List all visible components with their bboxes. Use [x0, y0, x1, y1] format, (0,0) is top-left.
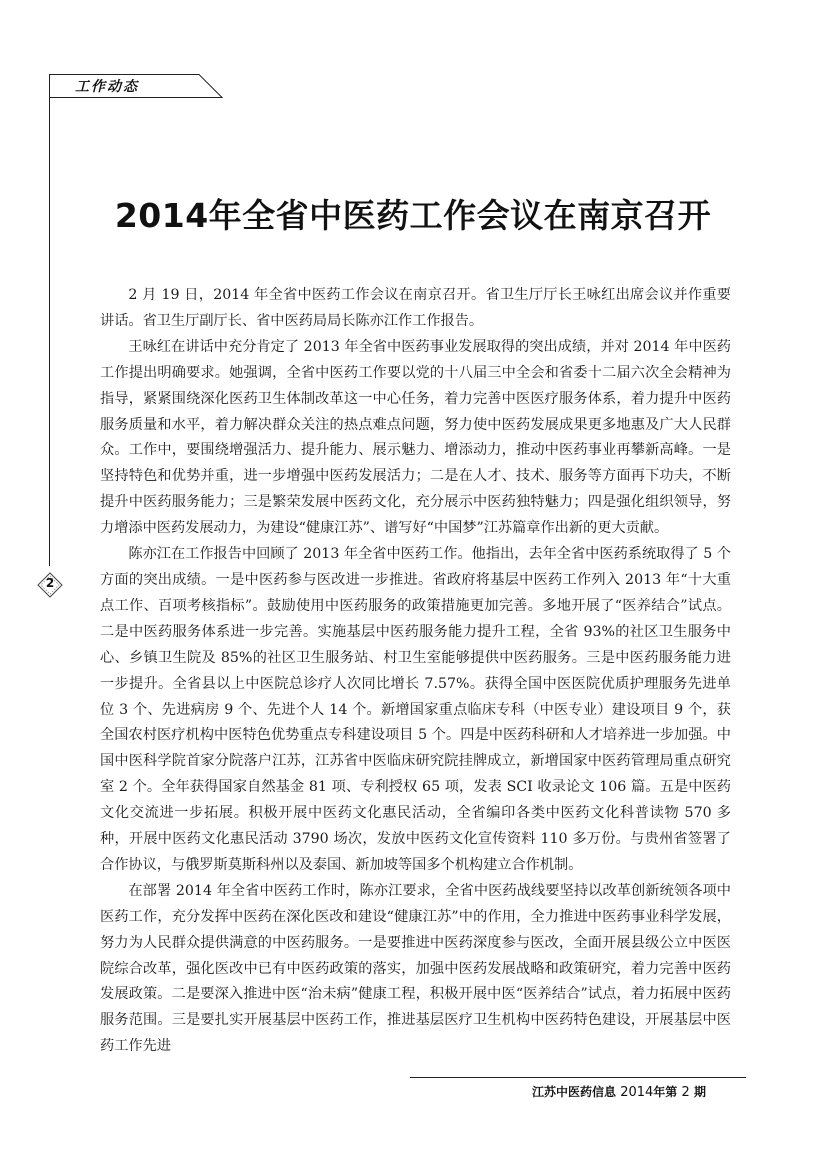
- article-body: [100, 283, 731, 1060]
- article-paragraph: 在部署 2014 年全省中医药工作时，陈亦江要求，全省中医药战线要坚持以改革创新统领各项中医药工作，充分发挥中医药在深化医改和建设“健康江苏”中的作用，全力推进中医药事业科学发展，努力为人民群众提供满意的中医药服务。一是要推进中医药深度参与医改，全面开展县级公立中医医院综合改革，强化医改中已有中医药政策的落实，加强中医药发展战略和政策研究，着力完善中医药发展政策。二是要深入推进中医“治未病”健康工程，积极开展中医“医养结合”试点，着力拓展中医药服务范围。三是要扎实开展基层中医药工作，推进基层医疗卫生机构中医药特色建设，开展基层中医药工作先进: [100, 882, 731, 1055]
- left-margin-rule: [49, 98, 50, 566]
- article-paragraph: 王咏红在讲话中充分肯定了 2013 年全省中医药事业发展取得的突出成绩，并对 2014 年中医药工作提出明确要求。她强调，全省中医药工作要以党的十八届三中全会和省委十二届六次全会精神为指导，紧紧围绕深化医药卫生体制改革这一中心任务，着力完善中医医疗服务体系，着力提升中医药服务质量和水平，着力解决群众关注的热点难点问题，努力使中医药发展成果更多地惠及广大人民群众。工作中，要围绕增强活力、提升能力、展示魅力、增添动力，推动中医药事业再攀新高峰。一是坚持特色和优势并重，进一步增强中医药发展活力；二是在人才、技术、服务等方面再下功夫，不断提升中医药服务能力；三是繁荣发展中医药文化，充分展示中医药独特魅力；四是强化组织领导，努力增添中医药发展动力，为建设“健康江苏”、谱写好“中国梦”江苏篇章作出新的更大贡献。: [100, 338, 731, 537]
- footer-year-suffix: 年第: [653, 1085, 678, 1099]
- article-paragraph: 陈亦江在工作报告中回顾了 2013 年全省中医药工作。他指出，去年全省中医药系统取得了 5 个方面的突出成绩。一是中医药参与医改进一步推进。省政府将基层中医药工作列入 2013 年“十大重点工作、百项考核指标”。鼓励使用中医药服务的政策措施更加完善。多地开展了“医养结合”试点。二是中医药服务体系进一步完善。实施基层中医药服务能力提升工程，全省 93%的社区卫生服务中心、乡镇卫生院及 85%的社区卫生服务站、村卫生室能够提供中医药服务。三是中医药服务能力进一步提升。全省县以上中医院总诊疗人次同比增长 7.57%。获得全国中医医院优质护理服务先进单位 3 个、先进病房 9 个、先进个人 14 个。新增国家重点临床专科（中医专业）建设项目 9 个，获全国农村医疗机构中医特色优势重点专科建设项目 5 个。四是中医药科研和人才培养进一步加强。中国中医科学院首家分院落户江苏，江苏省中医临床研究院挂牌成立，新增国家中医药管理局重点研究室 2 个。全年获得国家自然基金 81 项、专利授权 65 项，发表 SCI 收录论文 106 篇。五是中医药文化交流进一步拓展。积极开展中医药文化惠民活动，全省编印各类中医药文化科普读物 570 多种，开展中医药文化惠民活动 3790 场次，发放中医药文化宣传资料 110 多万份。与贵州省签署了合作协议，与俄罗斯莫斯科州以及泰国、新加坡等国多个机构建立合作机制。: [100, 546, 731, 873]
- article-title: 2014年全省中医药工作会议在南京召开: [114, 196, 712, 235]
- footer-year: 2014: [620, 1085, 654, 1100]
- page-number: 2: [45, 576, 55, 590]
- footer-issue: 2: [681, 1085, 690, 1100]
- footer-journal-name: 江苏中医药信息: [532, 1085, 617, 1099]
- article-paragraph: 2 月 19 日，2014 年全省中医药工作会议在南京召开。省卫生厅厅长王咏红出席会议并作重要讲话。省卫生厅副厅长、省中医药局局长陈亦江作工作报告。: [100, 287, 731, 329]
- section-label: 工作动态: [75, 79, 139, 95]
- footer-rule: [410, 1077, 746, 1078]
- section-header-tab: [49, 74, 223, 98]
- footer-journal-info: [532, 1083, 706, 1100]
- footer-issue-suffix: 期: [693, 1085, 706, 1099]
